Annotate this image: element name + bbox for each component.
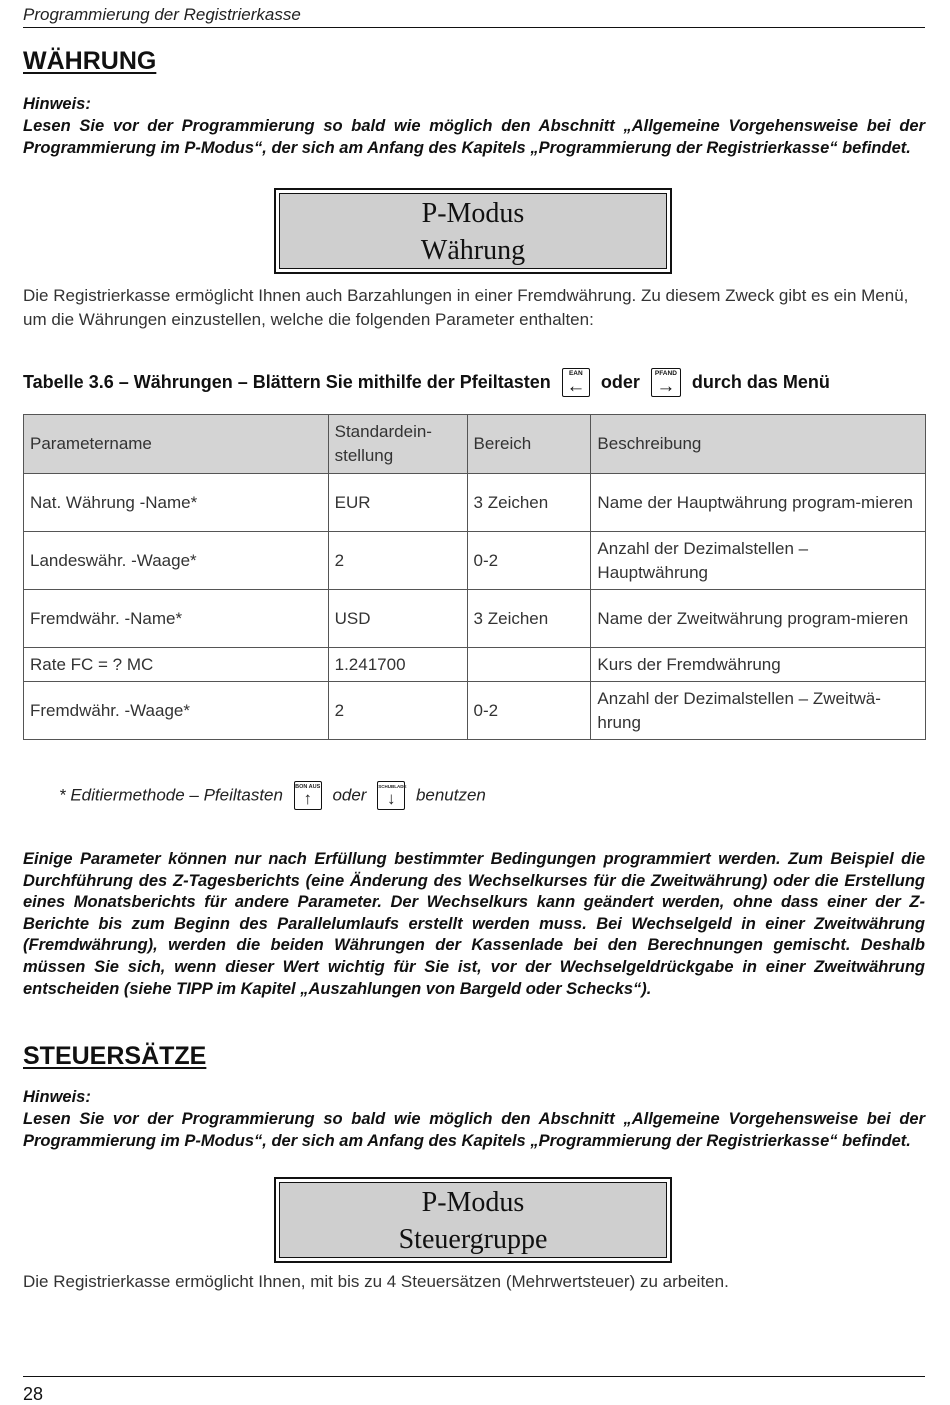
footnote-text-2: benutzen xyxy=(415,785,486,805)
table-cell: 3 Zeichen xyxy=(467,474,591,532)
down-arrow-icon: ↓ xyxy=(386,789,396,808)
running-header: Programmierung der Registrierkasse xyxy=(23,5,301,24)
table-cell: Fremdwähr. -Name* xyxy=(24,590,329,648)
display-line-1: P-Modus xyxy=(421,1187,525,1218)
table-row xyxy=(24,682,926,740)
note-text: Lesen Sie vor der Programmierung so bald wie möglich den Abschnitt „Allgemeine Vorgehensweise bei der Programmierung im P-Modus“, der sich am Anfang des Kapitels „Programmierung der Registrierkasse“ befindet. xyxy=(23,117,925,157)
key-label-pfand: PFAND xyxy=(654,370,677,377)
page-number: 28 xyxy=(23,1384,44,1404)
intro-paragraph-waehrung: Die Registrierkasse ermöglicht Ihnen auch Barzahlungen in einer Fremdwährung. Zu diesem Zweck gibt es ein Menü, um die Währungen einzustellen, welche die folgenden Parameter enthalten: xyxy=(23,286,909,329)
note-label: Hinweis: xyxy=(23,95,91,113)
table-cell: 1.241700 xyxy=(328,648,467,682)
column-header: Standardein-stellung xyxy=(328,415,467,474)
pfand-right-arrow-key-icon xyxy=(651,368,681,397)
table-row xyxy=(24,590,926,648)
note-text: Lesen Sie vor der Programmierung so bald wie möglich den Abschnitt „Allgemeine Vorgehensweise bei der Programmierung im P-Modus“, der sich am Anfang des Kapitels „Programmierung der Registrierkasse“ befindet. xyxy=(23,1110,925,1150)
table-cell: 2 xyxy=(328,682,467,740)
caption-text-2: durch das Menü xyxy=(691,372,830,392)
column-header: Beschreibung xyxy=(591,415,926,474)
note-block-waehrung xyxy=(23,93,925,159)
table-cell: Nat. Währung -Name* xyxy=(24,474,329,532)
footer-rule xyxy=(23,1376,925,1377)
up-arrow-icon: ↑ xyxy=(303,789,312,808)
section-heading-steuersaetze: STEUERSÄTZE xyxy=(23,1042,207,1070)
bon-aus-up-arrow-key-icon xyxy=(294,781,322,810)
table-cell: 0-2 xyxy=(467,682,591,740)
table-row xyxy=(24,648,926,682)
display-line-2: Währung xyxy=(420,235,526,266)
table-cell: EUR xyxy=(328,474,467,532)
header-rule xyxy=(23,27,925,28)
footnote-or: oder xyxy=(332,785,367,805)
table-caption xyxy=(23,368,830,397)
table-cell: Name der Zweitwährung program-mieren xyxy=(591,590,926,648)
right-arrow-icon: → xyxy=(656,376,676,397)
table-cell: 0-2 xyxy=(467,532,591,590)
key-label-bon-aus: BON AUS xyxy=(295,784,321,790)
currency-parameter-table xyxy=(23,414,926,740)
lcd-display-waehrung xyxy=(274,188,672,274)
display-line-2: Steuergruppe xyxy=(398,1224,548,1255)
table-cell: Kurs der Fremdwährung xyxy=(591,648,926,682)
note-label: Hinweis: xyxy=(23,1088,91,1106)
table-cell: Anzahl der Dezimalstellen – Hauptwährung xyxy=(591,532,926,590)
column-header: Bereich xyxy=(467,415,591,474)
table-cell: Anzahl der Dezimalstellen – Zweitwä-hrung xyxy=(591,682,926,740)
table-cell: Rate FC = ? MC xyxy=(24,648,329,682)
section-heading-waehrung: WÄHRUNG xyxy=(23,47,157,75)
table-cell: 3 Zeichen xyxy=(467,590,591,648)
table-row xyxy=(24,474,926,532)
key-label-schublade: SCHUBLADE xyxy=(378,784,407,789)
table-header-row xyxy=(24,415,926,474)
intro-paragraph-steuersaetze: Die Registrierkasse ermöglicht Ihnen, mit bis zu 4 Steuersätzen (Mehrwertsteuer) zu arbeiten. xyxy=(23,1272,729,1291)
note-block-steuersaetze xyxy=(23,1086,925,1152)
table-row xyxy=(24,532,926,590)
schublade-down-arrow-key-icon xyxy=(377,781,405,810)
table-cell: Landeswähr. -Waage* xyxy=(24,532,329,590)
table-cell: USD xyxy=(328,590,467,648)
lcd-display-steuergruppe xyxy=(274,1177,672,1263)
column-header: Parametername xyxy=(24,415,329,474)
table-cell: Fremdwähr. -Waage* xyxy=(24,682,329,740)
conditions-paragraph: Einige Parameter können nur nach Erfüllung bestimmter Bedingungen programmiert werden. Zum Beispiel die Durchführung des Z-Tagesberichts (eine Änderung des Wechselkurses für die Zweitwährung) oder die Erstellung eines Monatsberichts für andere Parameter. Der Wechselkurs kann geändert werden, ohne dass einer der Z-Berichte bis zum Beginn des Parallelumlaufs erstellt werden muss. Bei Wechselgeld in einer Zweitwährung (Fremdwährung), werden die beiden Währungen der Kassenlade bei den Berechnungen gemischt. Deshalb müssen Sie sich, wenn dieser Wert wichtig für Sie ist, vor der Wechselgeldrückgabe in einer Zweitwährung entscheiden (siehe TIPP im Kapitel „Auszahlungen von Bargeld oder Schecks“). xyxy=(23,850,925,998)
ean-left-arrow-key-icon xyxy=(562,368,590,397)
table-footnote xyxy=(59,781,486,810)
left-arrow-icon: ← xyxy=(566,376,586,397)
caption-text-1: Tabelle 3.6 – Währungen – Blättern Sie mithilfe der Pfeiltasten xyxy=(23,372,551,392)
table-cell: 2 xyxy=(328,532,467,590)
table-cell xyxy=(467,648,591,682)
key-label-ean: EAN xyxy=(568,370,583,377)
display-line-1: P-Modus xyxy=(421,198,525,229)
footnote-text-1: * Editiermethode – Pfeiltasten xyxy=(59,785,283,805)
caption-or: oder xyxy=(600,372,640,392)
table-cell: Name der Hauptwährung program-mieren xyxy=(591,474,926,532)
